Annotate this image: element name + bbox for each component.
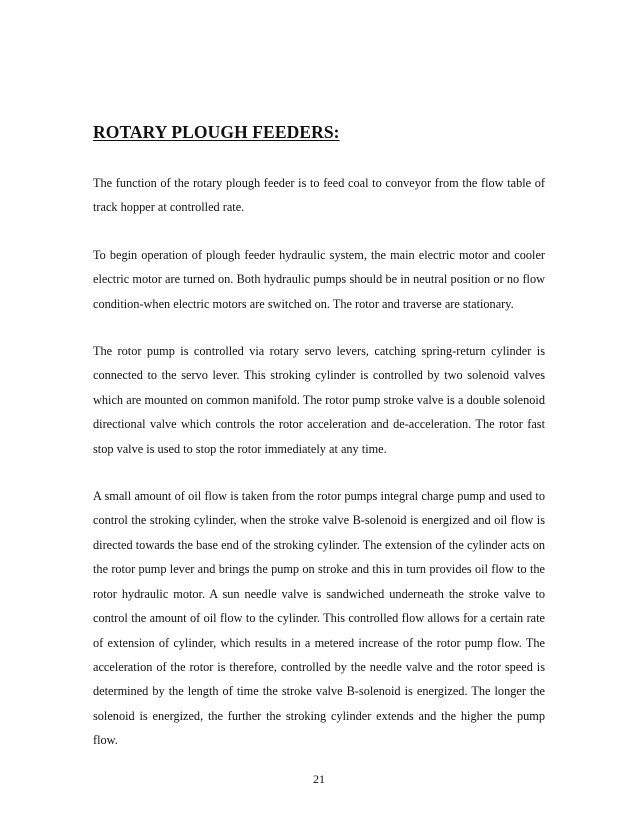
paragraph-oil-flow: A small amount of oil flow is taken from the rotor pumps integral charge pump and used to control the stroking cylinder, when the stroke valve B-solenoid is energized and oil flow is directed towards the base end of the stroking cylinder. The extension of the cylinder acts on the rotor pump lever and brings the pump on stroke and this in turn provides oil flow to the rotor hydraulic motor. A sun needle valve is sandwiched underneath the stroke valve to control the amount of oil flow to the cylinder. This controlled flow allows for a certain rate of extension of cylinder, which results in a metered increase of the rotor pump flow. The acceleration of the rotor is therefore, controlled by the needle valve and the rotor speed is determined by the length of time the stroke valve B-solenoid is energized. The longer the solenoid is energized, the further the stroking cylinder extends and the higher the pump flow. (93, 489, 545, 748)
section-heading: ROTARY PLOUGH FEEDERS: (93, 122, 340, 142)
paragraph-function: The function of the rotary plough feeder is to feed coal to conveyor from the flow table of track hopper at controlled rate. (93, 176, 545, 215)
paragraph-operation-start: To begin operation of plough feeder hydraulic system, the main electric motor and cooler electric motor are turned on. Both hydraulic pumps should be in neutral position or no flow condition-when electric motors are switched on. The rotor and traverse are stationary. (93, 247, 545, 311)
body-text (93, 171, 545, 776)
page-number: 21 (313, 772, 325, 786)
paragraph-rotor-pump-control: The rotor pump is controlled via rotary servo levers, catching spring-return cylinder is connected to the servo lever. This stroking cylinder is controlled by two solenoid valves which are mounted on common manifold. The rotor pump stroke valve is a double solenoid directional valve which controls the rotor acceleration and de-acceleration. The rotor fast stop valve is used to stop the rotor immediately at any time. (93, 344, 545, 456)
